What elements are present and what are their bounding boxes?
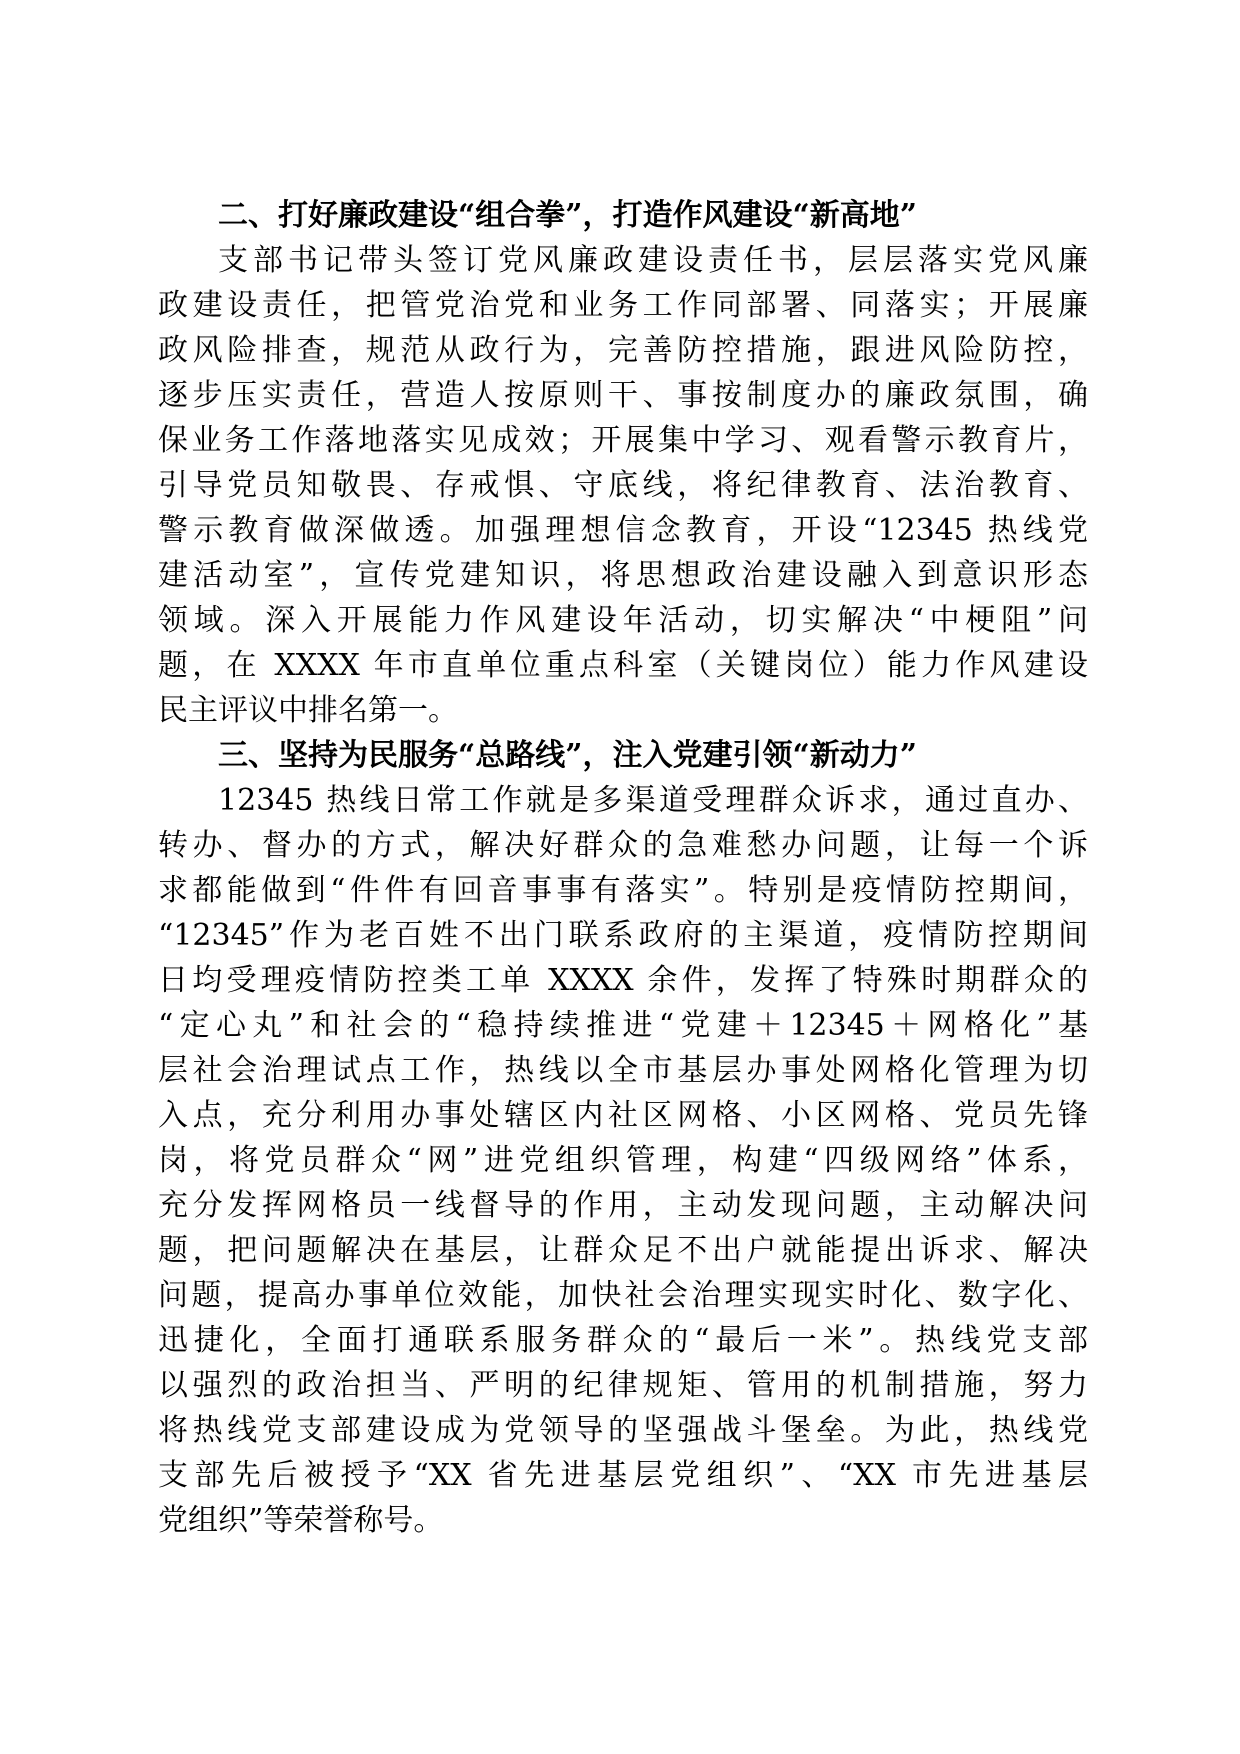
body-line: 警示教育做深做透。加强理想信念教育，开设“12345 热线党 <box>158 513 1088 548</box>
body-line: 岗，将党员群众“网”进党组织管理，构建“四级网络”体系， <box>158 1143 1088 1178</box>
body-line: 政建设责任，把管党治党和业务工作同部署、同落实；开展廉 <box>158 288 1088 323</box>
body-line: 政风险排查，规范从政行为，完善防控措施，跟进风险防控， <box>158 333 1088 368</box>
body-line: 入点，充分利用办事处辖区内社区网格、小区网格、党员先锋 <box>158 1098 1088 1133</box>
body-line: 迅捷化，全面打通联系服务群众的“最后一米”。热线党支部 <box>158 1323 1088 1358</box>
section-2-heading: 二、打好廉政建设“组合拳”，打造作风建设“新高地” <box>218 198 918 233</box>
body-line: 转办、督办的方式，解决好群众的急难愁办问题，让每一个诉 <box>158 828 1088 863</box>
body-line: 领域。深入开展能力作风建设年活动，切实解决“中梗阻”问 <box>158 603 1088 638</box>
body-line: “定心丸”和社会的“稳持续推进“党建＋12345＋网格化”基 <box>158 1008 1088 1043</box>
body-line: 充分发挥网格员一线督导的作用，主动发现问题，主动解决问 <box>158 1188 1088 1223</box>
section-2-body <box>158 238 1088 733</box>
body-line: 引导党员知敬畏、存戒惧、守底线，将纪律教育、法治教育、 <box>158 468 1088 503</box>
body-line: 层社会治理试点工作，热线以全市基层办事处网格化管理为切 <box>158 1053 1088 1088</box>
body-line: “12345”作为老百姓不出门联系政府的主渠道，疫情防控期间 <box>158 918 1088 953</box>
body-line: 题，把问题解决在基层，让群众足不出户就能提出诉求、解决 <box>158 1233 1088 1268</box>
body-line: 问题，提高办事单位效能，加快社会治理实现实时化、数字化、 <box>158 1278 1088 1313</box>
body-line: 支部先后被授予“XX 省先进基层党组织”、“XX 市先进基层 <box>158 1458 1088 1493</box>
body-line: 求都能做到“件件有回音事事有落实”。特别是疫情防控期间， <box>158 873 1088 908</box>
body-line: 支部书记带头签订党风廉政建设责任书，层层落实党风廉 <box>218 243 1088 278</box>
section-3-heading: 三、坚持为民服务“总路线”，注入党建引领“新动力” <box>218 738 918 773</box>
body-line: 以强烈的政治担当、严明的纪律规矩、管用的机制措施，努力 <box>158 1368 1088 1403</box>
body-line: 民主评议中排名第一。 <box>158 693 458 728</box>
body-line: 党组织”等荣誉称号。 <box>158 1503 444 1538</box>
body-line: 12345 热线日常工作就是多渠道受理群众诉求，通过直办、 <box>218 783 1088 818</box>
section-3-body <box>158 778 1088 1543</box>
body-line: 保业务工作落地落实见成效；开展集中学习、观看警示教育片， <box>158 423 1088 458</box>
body-line: 题，在 XXXX 年市直单位重点科室（关键岗位）能力作风建设 <box>158 648 1088 683</box>
body-line: 日均受理疫情防控类工单 XXXX 余件，发挥了特殊时期群众的 <box>158 963 1088 998</box>
body-line: 将热线党支部建设成为党领导的坚强战斗堡垒。为此，热线党 <box>158 1413 1088 1448</box>
body-line: 逐步压实责任，营造人按原则干、事按制度办的廉政氛围，确 <box>158 378 1088 413</box>
body-line: 建活动室”，宣传党建知识，将思想政治建设融入到意识形态 <box>158 558 1088 593</box>
document-page <box>158 193 1088 1543</box>
